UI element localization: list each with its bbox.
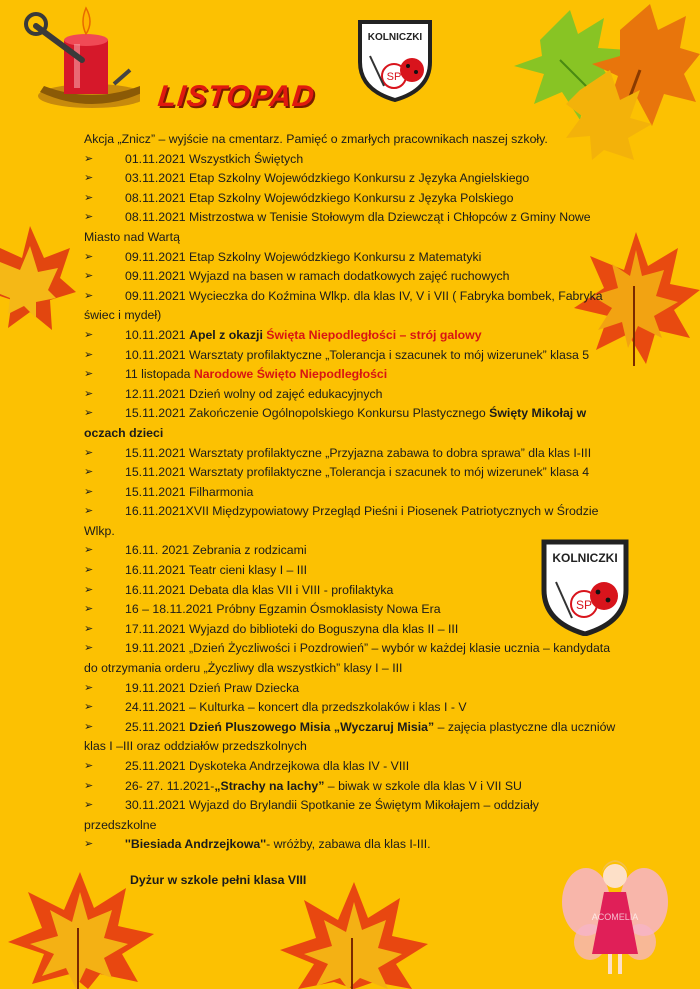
arrow-bullet-icon: ➢ — [84, 505, 94, 518]
logo-sub: SP — [386, 71, 402, 83]
list-item — [84, 561, 628, 581]
arrow-bullet-icon: ➢ — [84, 544, 94, 557]
list-item — [84, 248, 628, 268]
arrow-bullet-icon: ➢ — [84, 172, 94, 185]
item-t1: 12.11.2021 Dzień wolny od zajęć edukacyjnych — [125, 386, 383, 401]
arrow-bullet-icon: ➢ — [84, 485, 94, 498]
arrow-bullet-icon: ➢ — [84, 720, 94, 733]
item-b: Apel z okazji — [189, 327, 267, 342]
list-item — [84, 189, 628, 209]
school-logo — [356, 16, 434, 102]
arrow-bullet-icon: ➢ — [84, 681, 94, 694]
item-t1: 09.11.2021 Wycieczka do Koźmina Wlkp. dla klas IV, V i VII ( Fabryka bombek, Fabryka — [125, 288, 603, 303]
list-item — [84, 287, 628, 326]
arrow-bullet-icon: ➢ — [84, 701, 94, 714]
item-b2: oczach dzieci — [84, 425, 164, 440]
intro-text: Akcja „Znicz” – wyjście na cmentarz. Pamięć o zmarłych pracownikach naszej szkoły. — [84, 132, 548, 146]
item-b: Dzień Pluszowego Misia „Wyczaruj Misia” — [189, 719, 435, 734]
list-item — [84, 796, 628, 835]
list-item — [84, 757, 628, 777]
item-t1: 25.11.2021 — [125, 719, 190, 734]
item-t1: 09.11.2021 Wyjazd na basen w ramach dodatkowych zajęć ruchowych — [125, 269, 510, 284]
item-t1: 03.11.2021 Etap Szkolny Wojewódzkiego Konkursu z Języka Angielskiego — [125, 171, 530, 186]
item-t1: 15.11.2021 Warsztaty profilaktyczne „Przyjazna zabawa to dobra sprawa” dla klas I-III — [125, 445, 592, 460]
item-t1: 16.11.2021 Debata dla klas VII i VIII - profilaktyka — [125, 582, 394, 597]
arrow-bullet-icon: ➢ — [84, 270, 94, 283]
item-b: ''Biesiada Andrzejkowa'' — [125, 837, 267, 852]
item-t2: klas I –III oraz oddziałów przedszkolnych — [84, 739, 307, 754]
list-item — [84, 444, 628, 464]
arrow-bullet-icon: ➢ — [84, 583, 94, 596]
list-item — [84, 777, 628, 797]
item-t2: Miasto nad Wartą — [84, 229, 180, 244]
maple-leaf-icon — [278, 878, 428, 989]
list-item — [84, 326, 628, 346]
item-t1: 15.11.2021 Zakończenie Ogólnopolskiego Konkursu Plastycznego — [125, 406, 490, 421]
arrow-bullet-icon: ➢ — [84, 387, 94, 400]
arrow-bullet-icon: ➢ — [84, 328, 94, 341]
item-t1: 26- 27. 11.2021- — [125, 778, 215, 793]
arrow-bullet-icon: ➢ — [84, 760, 94, 772]
page-title: LISTOPAD — [156, 80, 317, 113]
arrow-bullet-icon: ➢ — [84, 289, 94, 302]
item-t1b: - wróżby, zabawa dla klas I-III. — [266, 837, 431, 852]
event-list — [84, 130, 628, 855]
logo-sub: SP — [575, 598, 593, 612]
arrow-bullet-icon: ➢ — [84, 211, 94, 224]
item-t1: 10.11.2021 — [125, 327, 190, 342]
item-t1: 19.11.2021 „Dzień Życzliwości i Pozdrowień” – wybór w każdej klasie ucznia – kandydata — [125, 641, 611, 656]
item-t1: 16.11.2021 Teatr cieni klasy I – III — [125, 563, 308, 578]
arrow-bullet-icon: ➢ — [84, 191, 94, 204]
item-t1: 08.11.2021 Mistrzostwa w Tenisie Stołowym dla Dziewcząt i Chłopców z Gminy Nowe — [125, 210, 591, 225]
item-t1: 15.11.2021 Filharmonia — [125, 484, 254, 499]
arrow-bullet-icon: ➢ — [84, 466, 94, 479]
item-t1: 30.11.2021 Wyjazd do Brylandii Spotkanie ze Świętym Mikołajem – oddziały — [125, 798, 539, 813]
arrow-bullet-icon: ➢ — [84, 779, 94, 792]
candle-icon — [22, 4, 140, 112]
list-item — [84, 483, 628, 503]
list-item — [84, 463, 628, 483]
item-t1: 10.11.2021 Warsztaty profilaktyczne „Tolerancja i szacunek to mój wizerunek” klasa 5 — [125, 347, 590, 362]
item-t1: 15.11.2021 Warsztaty profilaktyczne „Tolerancja i szacunek to mój wizerunek” klasa 4 — [125, 465, 590, 480]
item-t1: 16.11.2021XVII Międzypowiatowy Przegląd Pieśni i Piosenek Patriotycznych w Środzie — [125, 504, 599, 519]
maple-leaf-icon — [0, 218, 76, 338]
item-t1: 25.11.2021 Dyskoteka Andrzejkowa dla klas IV - VIII — [125, 759, 410, 773]
list-item — [84, 404, 628, 443]
item-t1: 01.11.2021 Wszystkich Świętych — [125, 151, 304, 166]
item-b: Święty Mikołaj w — [489, 406, 587, 421]
list-item — [84, 620, 628, 640]
duty-note: Dyżur w szkole pełni klasa VIII — [130, 873, 307, 887]
arrow-bullet-icon: ➢ — [84, 348, 94, 361]
fairy-icon — [560, 842, 670, 982]
list-item — [84, 169, 628, 189]
item-t1b: – biwak w szkole dla klas V i VII SU — [324, 778, 522, 793]
watermark-text: ACOMELIA — [591, 912, 639, 922]
item-t1: 11 listopada — [125, 367, 194, 382]
list-item — [84, 835, 628, 855]
list-item — [84, 679, 628, 699]
list-item — [84, 600, 628, 620]
item-t1: 16.11. 2021 Zebrania z rodzicami — [125, 543, 307, 558]
list-item — [84, 541, 628, 561]
item-t1: 08.11.2021 Etap Szkolny Wojewódzkiego Konkursu z Języka Polskiego — [125, 190, 514, 205]
arrow-bullet-icon: ➢ — [84, 799, 94, 812]
list-item — [84, 150, 628, 170]
item-t2: przedszkolne — [84, 817, 157, 832]
item-t1: 16 – 18.11.2021 Próbny Egzamin Ósmoklasisty Nowa Era — [125, 602, 441, 617]
list-item — [84, 208, 628, 247]
item-t1: 17.11.2021 Wyjazd do biblioteki do Boguszyna dla klas II – III — [125, 621, 459, 636]
item-t1: 24.11.2021 – Kulturka – koncert dla przedszkolaków i klas I - V — [125, 700, 467, 715]
list-item — [84, 385, 628, 405]
list-item — [84, 502, 628, 541]
list-item — [84, 639, 628, 678]
logo-text: KOLNICZKI — [367, 32, 423, 43]
list-item — [84, 698, 628, 718]
item-b: „Strachy na lachy” — [214, 778, 325, 793]
arrow-bullet-icon: ➢ — [84, 603, 94, 616]
arrow-bullet-icon: ➢ — [84, 152, 94, 165]
arrow-bullet-icon: ➢ — [84, 250, 94, 263]
arrow-bullet-icon: ➢ — [84, 642, 94, 655]
list-item — [84, 365, 628, 385]
arrow-bullet-icon: ➢ — [84, 622, 94, 635]
item-t2: świec i mydeł) — [84, 308, 162, 323]
logo-text: KOLNICZKI — [552, 551, 618, 565]
arrow-bullet-icon: ➢ — [84, 368, 94, 381]
arrow-bullet-icon: ➢ — [84, 564, 94, 577]
item-t2: Wlkp. — [84, 523, 115, 538]
item-t1: 19.11.2021 Dzień Praw Dziecka — [125, 680, 300, 695]
item-h: Święta Niepodległości – strój galowy — [266, 327, 482, 342]
item-t1b: – zajęcia plastyczne dla uczniów — [434, 719, 616, 734]
item-t1: 09.11.2021 Etap Szkolny Wojewódzkiego Konkursu z Matematyki — [125, 249, 482, 264]
list-item — [84, 267, 628, 287]
arrow-bullet-icon: ➢ — [84, 838, 94, 851]
arrow-bullet-icon: ➢ — [84, 407, 94, 420]
list-item — [84, 581, 628, 601]
item-h: Narodowe Święto Niepodległości — [193, 367, 388, 382]
item-t2: do otrzymania orderu „Życzliwy dla wszystkich” klasy I – III — [84, 661, 403, 676]
list-item — [84, 718, 628, 757]
arrow-bullet-icon: ➢ — [84, 446, 94, 459]
list-item — [84, 346, 628, 366]
